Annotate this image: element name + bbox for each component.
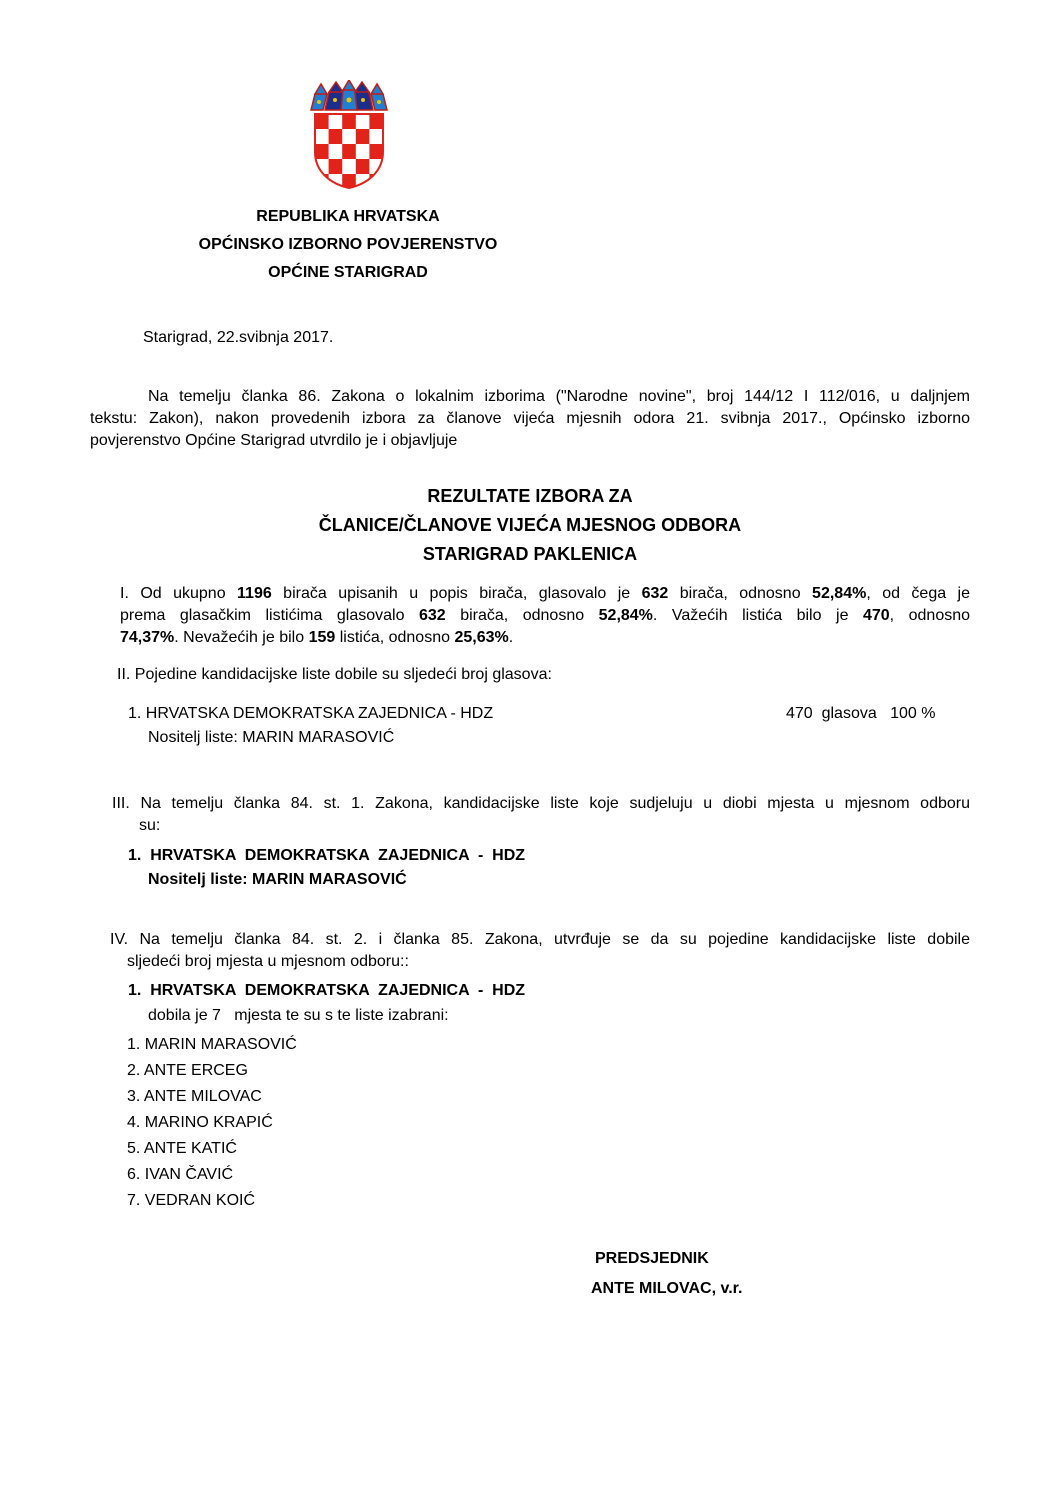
seat-division-holder: Nositelj liste: MARIN MARASOVIĆ xyxy=(148,871,407,888)
elected-members-list xyxy=(127,1032,297,1214)
voted-pct: 52,84% xyxy=(812,585,867,602)
valid-pct: 74,37% xyxy=(120,629,175,646)
votes-result: 470 glasova 100 % xyxy=(786,705,936,722)
list-item: 7. VEDRAN KOIĆ xyxy=(127,1192,256,1209)
invalid-pct: 25,63% xyxy=(454,629,509,646)
institution-header xyxy=(160,203,536,287)
turnout-line-2: prema glasačkim listićima glasovalo 632 birača, odnosno 52,84%. Važećih listića bilo je 470, odnosno xyxy=(120,607,971,624)
voted-ballots-pct: 52,84% xyxy=(598,607,653,624)
section-seats-allocated xyxy=(110,929,970,973)
header-line-3: OPĆINE STARIGRAD xyxy=(268,264,428,281)
list-item: 3. ANTE MILOVAC xyxy=(127,1088,262,1105)
coat-of-arms-icon xyxy=(309,80,389,190)
votes-heading: II. Pojedine kandidacijske liste dobile su sljedeći broj glasova: xyxy=(117,666,552,683)
voted-ballots: 632 xyxy=(419,607,446,624)
valid-count: 470 xyxy=(862,607,890,624)
votes-list-holder: Nositelj liste: MARIN MARASOVIĆ xyxy=(148,729,395,746)
invalid-count: 159 xyxy=(308,629,336,646)
list-item: 6. IVAN ČAVIĆ xyxy=(127,1166,234,1183)
votes-list-name: 1. HRVATSKA DEMOKRATSKA ZAJEDNICA - HDZ xyxy=(128,705,494,722)
date-line: Starigrad, 22.svibnja 2017. xyxy=(143,329,334,346)
signature-title: PREDSJEDNIK xyxy=(595,1250,709,1267)
intro-line-2: tekstu: Zakon), nakon provedenih izbora za članove vijeća mjesnih odora 21. svibnja 2017., Općinsko izborno xyxy=(90,410,970,427)
turnout-line-3: 74,37%. Nevažećih je bilo 159 listića, odnosno 25,63%. xyxy=(120,629,514,646)
intro-line-1: Na temelju članka 86. Zakona o lokalnim izborima ("Narodne novine", broj 144/12 I 112/016, u daljnjem xyxy=(148,388,970,405)
header-line-2: OPĆINSKO IZBORNO POVJERENSTVO xyxy=(198,236,498,253)
list-item: 1. MARIN MARASOVIĆ xyxy=(127,1036,297,1053)
list-item: 2. ANTE ERCEG xyxy=(127,1062,248,1079)
list-item: 5. ANTE KATIĆ xyxy=(127,1140,237,1157)
title-line-1: REZULTATE IZBORA ZA xyxy=(427,486,633,506)
seat-division-list-name: 1. HRVATSKA DEMOKRATSKA ZAJEDNICA - HDZ xyxy=(128,847,526,864)
signature-name: ANTE MILOVAC, v.r. xyxy=(591,1280,743,1297)
header-line-1: REPUBLIKA HRVATSKA xyxy=(256,208,440,225)
seats-line-1: IV. Na temelju članka 84. st. 2. i članka 85. Zakona, utvrđuje se da su pojedine kandidacijske liste dobile xyxy=(110,931,970,948)
list-item: 4. MARINO KRAPIĆ xyxy=(127,1114,273,1131)
seats-list-name: 1. HRVATSKA DEMOKRATSKA ZAJEDNICA - HDZ xyxy=(128,982,526,999)
title-line-2: ČLANICE/ČLANOVE VIJEĆA MJESNOG ODBORA xyxy=(318,515,742,535)
turnout-line-1: I. Od ukupno 1196 birača upisanih u popis birača, glasovalo je 632 birača, odnosno 52,84%, od čega je xyxy=(120,585,971,602)
document-title xyxy=(230,482,830,569)
seat-division-line-2: su: xyxy=(139,817,161,834)
seats-count-line: dobila je 7 mjesta te su s te liste izabrani: xyxy=(148,1007,449,1024)
seat-division-line-1: III. Na temelju članka 84. st. 1. Zakona, kandidacijske liste koje sudjeluju u diobi mjesta u mjesnom odboru xyxy=(112,795,970,812)
total-voters: 1196 xyxy=(237,585,272,602)
intro-line-3: povjerenstvo Općine Starigrad utvrdilo je i objavljuje xyxy=(90,432,458,449)
title-line-3: STARIGRAD PAKLENICA xyxy=(422,544,638,564)
intro-paragraph xyxy=(90,386,970,452)
voted-count: 632 xyxy=(641,585,669,602)
section-turnout xyxy=(120,583,970,649)
section-seat-division xyxy=(112,793,970,837)
seats-line-2: sljedeći broj mjesta u mjesnom odboru:: xyxy=(127,953,409,970)
